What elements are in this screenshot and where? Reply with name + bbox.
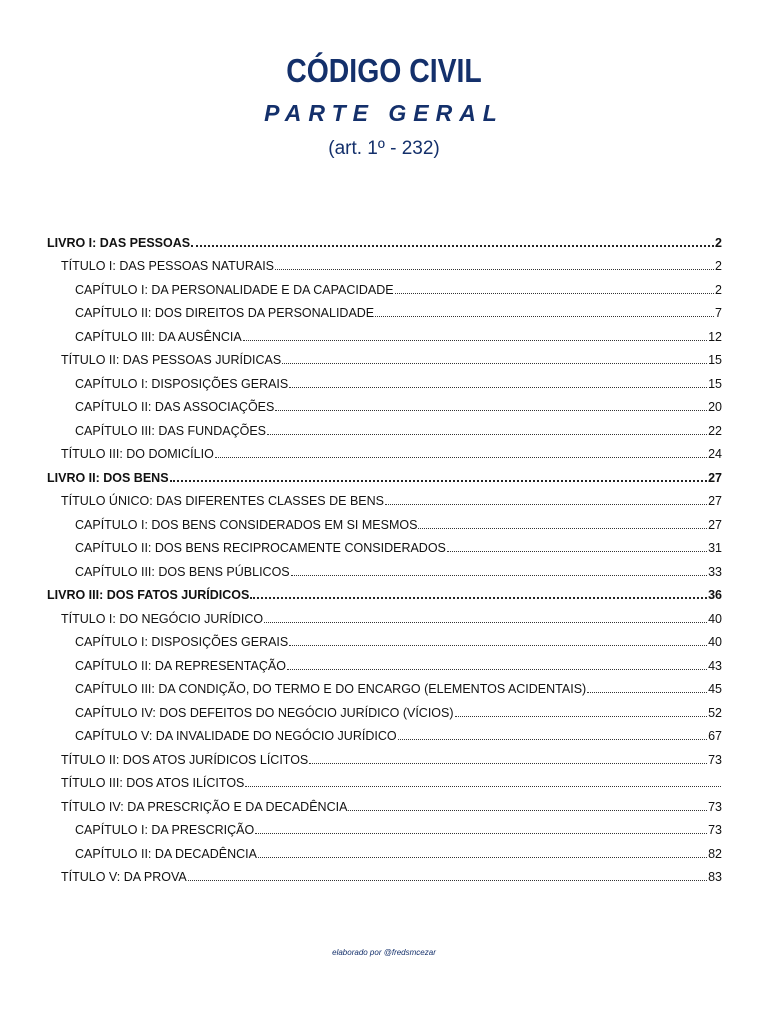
toc-entry[interactable]	[47, 837, 722, 861]
toc-entry-page-number: 2	[715, 282, 722, 297]
document-title: CÓDIGO CIVIL	[286, 52, 482, 89]
toc-entry-page-number: 43	[708, 658, 722, 673]
dot-leader	[191, 245, 714, 247]
dot-leader	[309, 763, 707, 764]
dot-leader	[348, 810, 707, 811]
toc-entry[interactable]	[47, 532, 722, 556]
toc-entry-page-number: 7	[715, 306, 722, 320]
toc-entry-page-number: 33	[708, 564, 722, 579]
toc-entry-label: LIVRO I: DAS PESSOAS	[47, 235, 191, 250]
toc-entry-page-number: 22	[708, 423, 722, 438]
toc-entry-label: CAPÍTULO III: DAS FUNDAÇÕES	[75, 423, 267, 438]
toc-entry-page-number: 27	[708, 470, 722, 485]
dot-leader	[275, 269, 714, 270]
toc-entry-page-number: 40	[708, 635, 722, 649]
dot-leader	[291, 575, 707, 576]
dot-leader	[385, 504, 707, 505]
toc-entry[interactable]	[47, 696, 722, 720]
dot-leader	[289, 645, 707, 646]
toc-entry[interactable]	[47, 320, 722, 344]
toc-entry[interactable]	[47, 555, 722, 579]
toc-entry-label: CAPÍTULO I: DA PRESCRIÇÃO	[75, 823, 255, 837]
table-of-contents	[47, 226, 722, 884]
toc-entry-page-number: 31	[708, 541, 722, 555]
toc-entry-page-number: 24	[708, 447, 722, 461]
toc-entry[interactable]	[47, 626, 722, 650]
article-range: (art. 1º - 232)	[328, 138, 440, 159]
toc-entry-label: CAPÍTULO II: DAS ASSOCIAÇÕES	[75, 400, 275, 414]
dot-leader	[447, 551, 707, 552]
toc-entry-label: CAPÍTULO II: DA REPRESENTAÇÃO	[75, 658, 286, 673]
dot-leader	[255, 833, 707, 834]
toc-entry-page-number: 45	[708, 682, 722, 696]
toc-entry-label: CAPÍTULO II: DOS DIREITOS DA PERSONALIDADE	[75, 306, 375, 320]
toc-entry-page-number: 73	[708, 823, 722, 837]
toc-entry-page-number: 83	[708, 870, 722, 884]
toc-entry[interactable]	[47, 297, 722, 321]
toc-entry[interactable]	[47, 367, 722, 391]
dot-leader	[587, 692, 707, 693]
toc-entry-label: CAPÍTULO I: DA PERSONALIDADE E DA CAPACIDADE	[75, 282, 394, 297]
toc-entry-page-number: 27	[708, 494, 722, 508]
toc-entry[interactable]	[47, 438, 722, 462]
dot-leader	[282, 363, 707, 364]
toc-entry-page-number: 52	[708, 705, 722, 720]
dot-leader	[267, 434, 707, 435]
toc-entry[interactable]	[47, 720, 722, 744]
toc-entry[interactable]	[47, 414, 722, 438]
dot-leader	[258, 857, 707, 858]
toc-entry-page-number: 82	[708, 846, 722, 861]
toc-entry-label: CAPÍTULO V: DA INVALIDADE DO NEGÓCIO JURÍDICO	[75, 729, 397, 743]
toc-entry-label: CAPÍTULO I: DOS BENS CONSIDERADOS EM SI MESMOS	[75, 517, 418, 532]
toc-entry[interactable]	[47, 790, 722, 814]
toc-entry-page-number: 40	[708, 611, 722, 626]
toc-entry-label: LIVRO II: DOS BENS	[47, 470, 169, 485]
toc-entry[interactable]	[47, 673, 722, 697]
toc-entry[interactable]	[47, 814, 722, 838]
toc-entry-page-number: 27	[708, 517, 722, 532]
toc-entry-label: CAPÍTULO IV: DOS DEFEITOS DO NEGÓCIO JURÍDICO (VÍCIOS)	[75, 705, 454, 720]
document-subtitle: PARTE GERAL	[264, 100, 504, 126]
toc-entry-label: CAPÍTULO II: DA DECADÊNCIA	[75, 846, 257, 861]
toc-entry-label: CAPÍTULO III: DA CONDIÇÃO, DO TERMO E DO ENCARGO (ELEMENTOS ACIDENTAIS)	[75, 682, 587, 696]
toc-entry-label: CAPÍTULO III: DA AUSÊNCIA	[75, 329, 242, 344]
dot-leader	[398, 739, 708, 740]
toc-entry[interactable]	[47, 508, 722, 532]
dot-leader	[275, 410, 707, 411]
toc-entry[interactable]	[47, 767, 722, 791]
toc-entry-label: TÍTULO ÚNICO: DAS DIFERENTES CLASSES DE BENS	[61, 494, 384, 508]
toc-entry-page-number: 20	[708, 400, 722, 414]
footer-credit: elaborado por @fredsmcezar	[332, 948, 436, 957]
toc-entry[interactable]	[47, 579, 722, 603]
toc-entry-page-number: 73	[708, 799, 722, 814]
toc-entry[interactable]	[47, 250, 722, 274]
toc-entry-label: CAPÍTULO II: DOS BENS RECIPROCAMENTE CONSIDERADOS	[75, 541, 446, 555]
dot-leader	[455, 716, 708, 717]
toc-entry-page-number: 67	[708, 729, 722, 743]
dot-leader	[170, 480, 708, 482]
toc-entry-label: CAPÍTULO I: DISPOSIÇÕES GERAIS	[75, 376, 289, 391]
toc-entry-label: TÍTULO II: DOS ATOS JURÍDICOS LÍCITOS	[61, 752, 309, 767]
toc-entry[interactable]	[47, 649, 722, 673]
toc-entry-label: TÍTULO V: DA PROVA	[61, 870, 187, 884]
toc-entry[interactable]	[47, 861, 722, 885]
dot-leader	[289, 387, 707, 388]
dot-leader	[395, 293, 714, 294]
dot-leader	[245, 786, 721, 787]
toc-entry-label: TÍTULO IV: DA PRESCRIÇÃO E DA DECADÊNCIA	[61, 799, 348, 814]
toc-entry-label: CAPÍTULO III: DOS BENS PÚBLICOS	[75, 564, 290, 579]
toc-entry[interactable]	[47, 391, 722, 415]
toc-entry-page-number: 2	[715, 259, 722, 273]
toc-entry-label: TÍTULO II: DAS PESSOAS JURÍDICAS	[61, 353, 282, 367]
toc-entry-page-number: 15	[708, 353, 722, 367]
toc-entry-label: LIVRO III: DOS FATOS JURÍDICOS	[47, 588, 250, 602]
toc-entry[interactable]	[47, 743, 722, 767]
toc-entry-page-number: 15	[708, 376, 722, 391]
dot-leader	[418, 528, 707, 529]
dot-leader	[243, 340, 707, 341]
toc-entry[interactable]	[47, 602, 722, 626]
dot-leader	[287, 669, 707, 670]
dot-leader	[250, 597, 707, 599]
dot-leader	[215, 457, 707, 458]
dot-leader	[188, 880, 707, 881]
toc-entry[interactable]	[47, 273, 722, 297]
toc-entry-label: TÍTULO I: DAS PESSOAS NATURAIS	[61, 259, 275, 273]
toc-entry-page-number: 36	[708, 588, 722, 602]
toc-entry-page-number: 12	[708, 329, 722, 344]
toc-entry[interactable]	[47, 344, 722, 368]
toc-entry-page-number: 73	[708, 752, 722, 767]
dot-leader	[375, 316, 714, 317]
toc-entry-label: CAPÍTULO I: DISPOSIÇÕES GERAIS	[75, 635, 289, 649]
toc-entry[interactable]	[47, 485, 722, 509]
toc-entry-label: TÍTULO III: DO DOMICÍLIO	[61, 447, 214, 461]
toc-entry[interactable]	[47, 461, 722, 485]
toc-entry-label: TÍTULO III: DOS ATOS ILÍCITOS	[61, 776, 245, 790]
dot-leader	[264, 622, 707, 623]
toc-entry-page-number: 2	[715, 235, 722, 250]
toc-entry-label: TÍTULO I: DO NEGÓCIO JURÍDICO	[61, 611, 264, 626]
toc-entry[interactable]	[47, 226, 722, 250]
